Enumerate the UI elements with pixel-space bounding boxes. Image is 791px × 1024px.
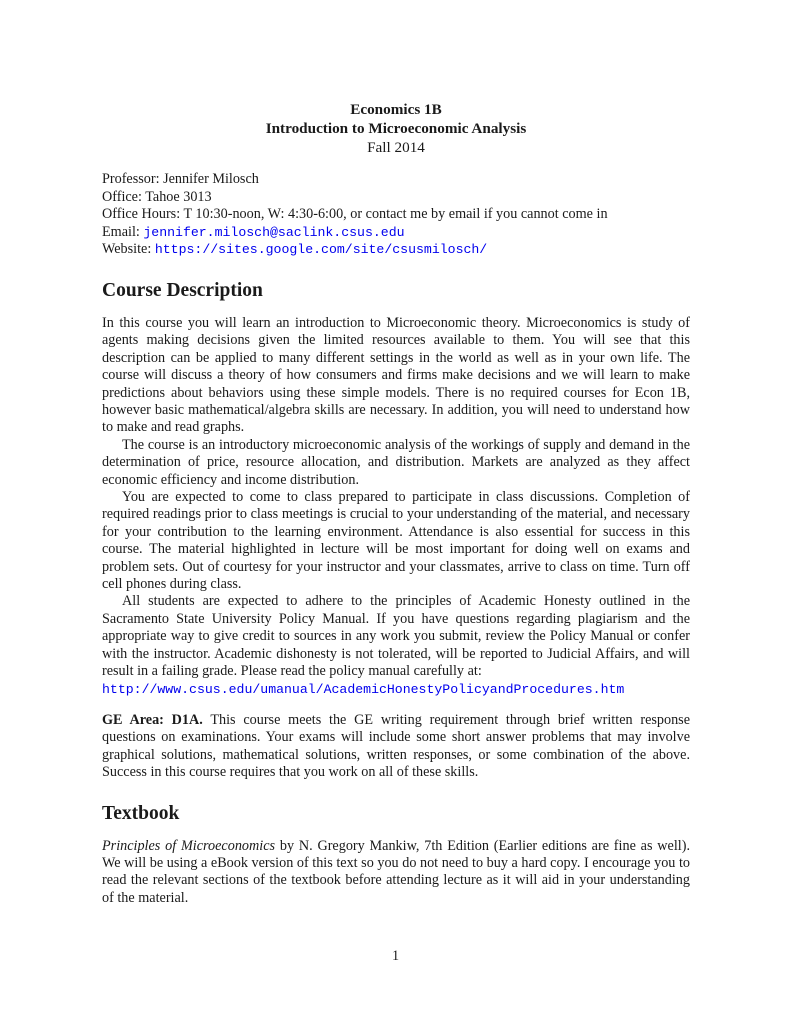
description-paragraph-2: The course is an introductory microeconomic analysis of the workings of supply and demand in the determination of price, resource allocation, and distribution. Markets are analyzed as they affect economic efficiency and income distribution. [102, 436, 690, 488]
description-paragraph-3: You are expected to come to class prepared to participate in class discussions. Completion of required readings prior to class meetings is crucial to your understanding of the material, and necessary for your contribution to the learning environment. Attendance is also essential for success in this course. The material highlighted in lecture will be most important for doing well on exams and problem sets. Out of courtesy for your instructor and your classmates, arrive to class on time. Turn off cell phones during class. [102, 489, 690, 593]
email-link[interactable]: jennifer.milosch@saclink.csus.edu [143, 224, 405, 240]
ge-area-label: GE Area: D1A. [102, 711, 203, 728]
website-line [102, 241, 690, 259]
email-label: Email: [102, 223, 140, 240]
office-line [102, 189, 690, 207]
course-title: Introduction to Microeconomic Analysis [265, 120, 527, 137]
page-number: 1 [391, 948, 400, 964]
course-description-heading: Course Description [102, 279, 263, 301]
textbook-paragraph [102, 838, 690, 908]
textbook-heading: Textbook [102, 802, 180, 824]
hours-value: T 10:30-noon, W: 4:30-6:00, or contact me by email if you cannot come in [183, 206, 608, 223]
textbook-title: Principles of Microeconomics [102, 837, 276, 854]
policy-manual-link[interactable]: http://www.csus.edu/umanual/AcademicHonestyPolicyandProcedures.htm [102, 681, 625, 697]
description-paragraph-1: In this course you will learn an introduction to Microeconomic theory. Microeconomics is study of agents making decisions given the limited resources available to them. You will see that this description can be applied to many different settings in the world as well as in your own life. The course will discuss a theory of how consumers and firms make decisions and we will learn to make predictions about behaviors using these simple models. There is no required courses for Econ 1B, however basic mathematical/algebra skills are necessary. In addition, you will need to understand how to make and read graphs. [102, 314, 690, 436]
professor-line [102, 171, 690, 189]
textbook-text: by N. Gregory Mankiw, 7th Edition (Earlier editions are fine as well). We will be using a eBook version of this text so you do not need to buy a hard copy. I encourage you to read the relevant sections of the textbook before attending lecture as it will aid in your understanding of the material. [102, 837, 691, 906]
professor-name: Jennifer Milosch [163, 171, 259, 187]
professor-label: Professor: [102, 171, 160, 187]
ge-area-paragraph [102, 712, 690, 782]
office-value: Tahoe 3013 [145, 188, 212, 205]
website-label: Website: [102, 241, 152, 258]
title-block [102, 100, 690, 157]
course-code: Economics 1B [350, 101, 442, 118]
ge-area-text: This course meets the GE writing requirement through brief written response questions on examinations. Your exams will include some short answer problems that may involve graphical solutions, mathematical solutions, written responses, or some combination of the above. Success in this course requires that you work on all of these skills. [102, 711, 691, 781]
office-label: Office: [102, 188, 142, 205]
email-line [102, 224, 690, 242]
instructor-info [102, 171, 690, 259]
office-hours-line [102, 206, 690, 224]
term: Fall 2014 [367, 139, 425, 156]
description-paragraph-4: All students are expected to adhere to the principles of Academic Honesty outlined in the Sacramento State University Policy Manual. If you have questions regarding plagiarism and the appropriate way to give credit to sources in any work you submit, review the Policy Manual or confer with the instructor. Academic dishonesty is not tolerated, will be reported to Judicial Affairs, and will result in a failing grade. Please read the policy manual carefully at: [102, 593, 690, 680]
document-page [102, 100, 690, 907]
website-link[interactable]: https://sites.google.com/site/csusmilosch/ [154, 242, 488, 258]
hours-label: Office Hours: [102, 206, 181, 223]
